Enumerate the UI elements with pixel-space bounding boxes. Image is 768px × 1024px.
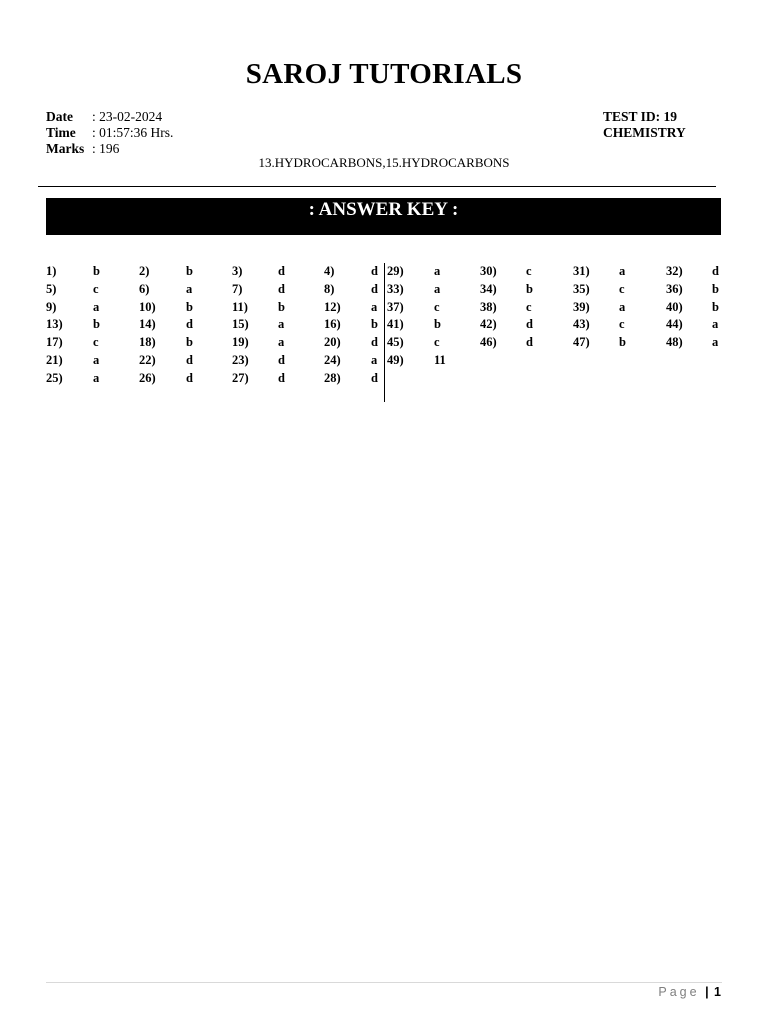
answer-row <box>387 263 722 281</box>
answer-value: c <box>619 317 625 332</box>
answer-value: a <box>93 370 100 385</box>
answer-value: b <box>526 281 533 296</box>
question-number: 26) <box>139 370 156 385</box>
question-number: 22) <box>139 352 156 367</box>
answer-row <box>387 281 722 299</box>
answer-key-banner: : ANSWER KEY : <box>46 198 721 235</box>
question-number: 15) <box>232 317 249 332</box>
question-number: 14) <box>139 317 156 332</box>
answer-row <box>46 352 383 370</box>
answer-value: a <box>371 352 378 367</box>
question-number: 13) <box>46 317 63 332</box>
answer-value: a <box>278 317 285 332</box>
answer-value: d <box>371 264 378 278</box>
question-number: 41) <box>387 317 404 332</box>
question-number: 9) <box>46 299 57 314</box>
test-id: TEST ID: 19 <box>603 109 678 124</box>
question-number: 46) <box>480 335 497 350</box>
answer-value: a <box>619 264 626 278</box>
question-number: 32) <box>666 264 683 278</box>
answer-value: b <box>186 335 193 350</box>
answer-grid-right <box>387 263 722 370</box>
page-title: SAROJ TUTORIALS <box>245 58 523 90</box>
question-number: 29) <box>387 264 404 278</box>
date-row <box>46 109 173 125</box>
question-number: 44) <box>666 317 683 332</box>
answer-value: d <box>526 335 533 350</box>
question-number: 23) <box>232 352 249 367</box>
answer-value: d <box>526 317 533 332</box>
question-number: 37) <box>387 299 404 314</box>
answer-value: d <box>278 370 285 385</box>
answer-value: d <box>371 370 378 385</box>
answer-grid-left <box>46 263 383 388</box>
answer-value: a <box>371 299 378 314</box>
question-number: 7) <box>232 281 243 296</box>
time-value: : 01:57:36 Hrs. <box>92 125 174 140</box>
question-number: 45) <box>387 335 404 350</box>
answer-value: a <box>619 299 626 314</box>
answer-value: 11 <box>434 352 446 367</box>
answer-value: a <box>434 264 441 278</box>
marks-label: Marks <box>46 141 85 156</box>
question-number: 10) <box>139 299 156 314</box>
answer-row <box>46 263 383 281</box>
question-number: 35) <box>573 281 590 296</box>
marks-value: : 196 <box>92 141 120 156</box>
answer-value: d <box>186 352 193 367</box>
answer-value: b <box>434 317 441 332</box>
question-number: 34) <box>480 281 497 296</box>
answer-value: b <box>712 281 719 296</box>
time-row <box>46 125 173 141</box>
page-word: Page <box>658 985 700 999</box>
answer-value: b <box>371 317 378 332</box>
date-value: : 23-02-2024 <box>92 109 163 124</box>
answer-value: a <box>712 335 719 350</box>
question-number: 43) <box>573 317 590 332</box>
answer-value: b <box>186 299 193 314</box>
page-footer <box>658 985 721 999</box>
answer-value: d <box>712 264 719 278</box>
question-number: 16) <box>324 317 341 332</box>
answer-row <box>46 334 383 352</box>
question-number: 6) <box>139 281 150 296</box>
answer-row <box>46 316 383 334</box>
question-number: 31) <box>573 264 590 278</box>
question-number: 11) <box>232 299 248 314</box>
question-number: 38) <box>480 299 497 314</box>
question-number: 1) <box>46 264 57 278</box>
answer-value: d <box>186 370 193 385</box>
date-label: Date <box>46 109 73 124</box>
question-number: 36) <box>666 281 683 296</box>
answer-value: b <box>619 335 626 350</box>
answer-value: c <box>434 299 440 314</box>
question-number: 25) <box>46 370 63 385</box>
answer-value: a <box>93 299 100 314</box>
question-number: 17) <box>46 335 63 350</box>
answer-row <box>46 370 383 388</box>
answer-value: c <box>619 281 625 296</box>
answer-value: a <box>93 352 100 367</box>
question-number: 4) <box>324 264 335 278</box>
page-separator: | <box>705 985 709 999</box>
answer-value: c <box>93 335 99 350</box>
subject: CHEMISTRY <box>603 125 686 140</box>
answer-value: c <box>434 335 440 350</box>
question-number: 42) <box>480 317 497 332</box>
question-number: 18) <box>139 335 156 350</box>
question-number: 20) <box>324 335 341 350</box>
answer-value: b <box>186 264 193 278</box>
question-number: 8) <box>324 281 335 296</box>
question-number: 30) <box>480 264 497 278</box>
question-number: 28) <box>324 370 341 385</box>
question-number: 19) <box>232 335 249 350</box>
question-number: 3) <box>232 264 243 278</box>
answer-value: d <box>186 317 193 332</box>
header-divider <box>38 186 716 187</box>
column-divider <box>384 263 385 402</box>
answer-row <box>387 334 722 352</box>
answer-value: d <box>278 281 285 296</box>
question-number: 48) <box>666 335 683 350</box>
chapter-list: 13.HYDROCARBONS,15.HYDROCARBONS <box>258 155 510 170</box>
answer-value: d <box>371 335 378 350</box>
time-label: Time <box>46 125 76 140</box>
test-meta-right <box>603 109 686 141</box>
footer-divider <box>46 982 722 983</box>
question-number: 33) <box>387 281 404 296</box>
answer-value: d <box>371 281 378 296</box>
question-number: 27) <box>232 370 249 385</box>
answer-row <box>46 299 383 317</box>
answer-value: d <box>278 264 285 278</box>
answer-value: c <box>526 299 532 314</box>
answer-value: a <box>186 281 193 296</box>
answer-value: a <box>434 281 441 296</box>
answer-value: a <box>278 335 285 350</box>
question-number: 21) <box>46 352 63 367</box>
question-number: 40) <box>666 299 683 314</box>
answer-row <box>46 281 383 299</box>
answer-value: b <box>712 299 719 314</box>
question-number: 2) <box>139 264 150 278</box>
answer-value: b <box>278 299 285 314</box>
test-meta-left <box>46 109 173 157</box>
page-number: 1 <box>714 985 721 999</box>
answer-row <box>387 316 722 334</box>
answer-value: c <box>93 281 99 296</box>
answer-value: b <box>93 317 100 332</box>
answer-value: d <box>278 352 285 367</box>
question-number: 12) <box>324 299 341 314</box>
answer-row <box>387 352 722 370</box>
answer-value: a <box>712 317 719 332</box>
question-number: 39) <box>573 299 590 314</box>
answer-value: b <box>93 264 100 278</box>
answer-row <box>387 299 722 317</box>
question-number: 47) <box>573 335 590 350</box>
answer-value: c <box>526 264 532 278</box>
question-number: 49) <box>387 352 404 367</box>
question-number: 24) <box>324 352 341 367</box>
question-number: 5) <box>46 281 57 296</box>
